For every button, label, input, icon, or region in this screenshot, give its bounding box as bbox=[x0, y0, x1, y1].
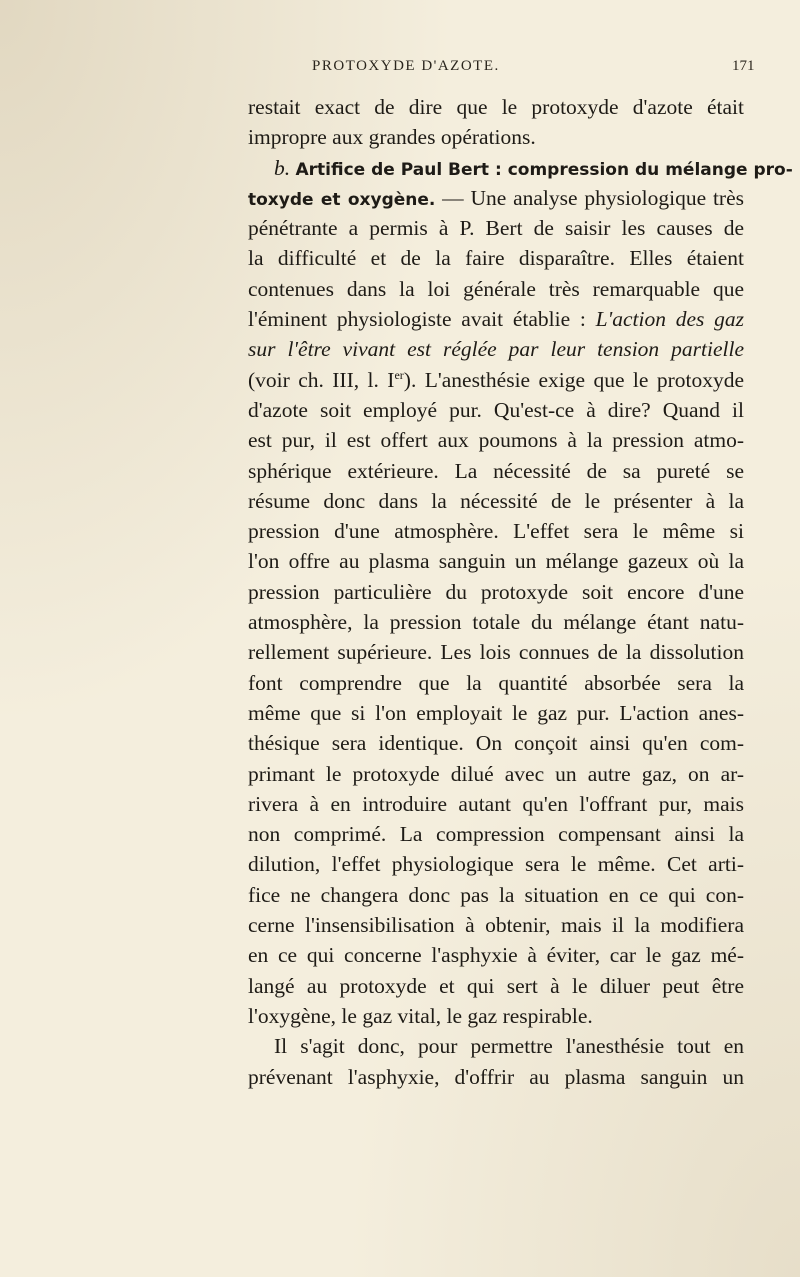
section-heading-line bbox=[248, 153, 793, 183]
text-line: même que si l'on employait le gaz pur. L'action anes- bbox=[248, 700, 744, 725]
text-line: thésique sera identique. On conçoit ainsi qu'en com- bbox=[248, 731, 744, 756]
text-line: l'oxygène, le gaz vital, le gaz respirable. bbox=[248, 1003, 593, 1028]
text-line: restait exact de dire que le protoxyde d'azote était bbox=[248, 95, 744, 119]
text-line: font comprendre que la quantité absorbée sera la bbox=[248, 670, 744, 695]
text-line: pénétrante a permis à P. Bert de saisir les causes de bbox=[248, 216, 744, 241]
text-line: primant le protoxyde dilué avec un autre gaz, on ar- bbox=[248, 761, 744, 786]
text-line bbox=[248, 365, 744, 395]
text-line bbox=[248, 183, 744, 213]
text-line: atmosphère, la pression totale du mélange étant natu- bbox=[248, 610, 744, 635]
text-line: contenues dans la loi générale très remarquable que bbox=[248, 276, 744, 301]
text-line: langé au protoxyde et qui sert à le diluer peut être bbox=[248, 973, 744, 998]
text-line: en ce qui concerne l'asphyxie à éviter, car le gaz mé- bbox=[248, 943, 744, 968]
text-line: Il s'agit donc, pour permettre l'anesthésie tout en bbox=[274, 1034, 744, 1059]
body-text bbox=[248, 92, 793, 1092]
text-line: la difficulté et de la faire disparaître. Elles étaient bbox=[248, 246, 744, 271]
text-line: d'azote soit employé pur. Qu'est-ce à dire? Quand il bbox=[248, 397, 744, 422]
section-heading-cont: toxyde et oxygène. bbox=[248, 189, 436, 210]
text-line: impropre aux grandes opérations. bbox=[248, 125, 536, 150]
text-fragment: — Une analyse physiologique très bbox=[435, 185, 744, 210]
section-letter: b. bbox=[274, 155, 291, 180]
text-fragment: (voir ch. III, l. I bbox=[248, 367, 395, 392]
text-line: est pur, il est offert aux poumons à la pression atmo- bbox=[248, 428, 744, 453]
text-line: rivera à en introduire autant qu'en l'offrant pur, mais bbox=[248, 791, 744, 816]
text-line: cerne l'insensibilisation à obtenir, mais il la modifiera bbox=[248, 913, 744, 938]
text-line: pression particulière du protoxyde soit encore d'une bbox=[248, 579, 744, 604]
text-line: prévenant l'asphyxie, d'offrir au plasma sanguin un bbox=[248, 1064, 744, 1089]
text-line: sphérique extérieure. La nécessité de sa pureté se bbox=[248, 458, 744, 483]
text-line: pression d'une atmosphère. L'effet sera le même si bbox=[248, 519, 744, 544]
text-line: non comprimé. La compression compensant ainsi la bbox=[248, 822, 744, 847]
page-number: 171 bbox=[732, 58, 755, 74]
text-fragment: ). L'anesthésie exige que le protoxyde bbox=[403, 367, 744, 392]
text-line: rellement supérieure. Les lois connues de la dissolution bbox=[248, 640, 744, 665]
text-line: résume donc dans la nécessité de le présenter à la bbox=[248, 488, 744, 513]
text-line: l'on offre au plasma sanguin un mélange gazeux où la bbox=[248, 549, 744, 574]
italic-law: L'action des gaz bbox=[595, 307, 745, 332]
superscript: er bbox=[394, 367, 404, 382]
text-line: dilution, l'effet physiologique sera le même. Cet arti- bbox=[248, 852, 744, 877]
italic-law-line: sur l'être vivant est réglée par leur tension partielle bbox=[248, 337, 744, 362]
page-header bbox=[0, 58, 800, 82]
section-heading: Artifice de Paul Bert : compression du mélange pro- bbox=[295, 159, 793, 180]
text-line bbox=[248, 304, 744, 334]
running-head: PROTOXYDE D'AZOTE. bbox=[312, 58, 500, 74]
text-fragment: l'éminent physiologiste avait établie : bbox=[248, 307, 596, 332]
text-line: fice ne changera donc pas la situation en ce qui con- bbox=[248, 882, 744, 907]
